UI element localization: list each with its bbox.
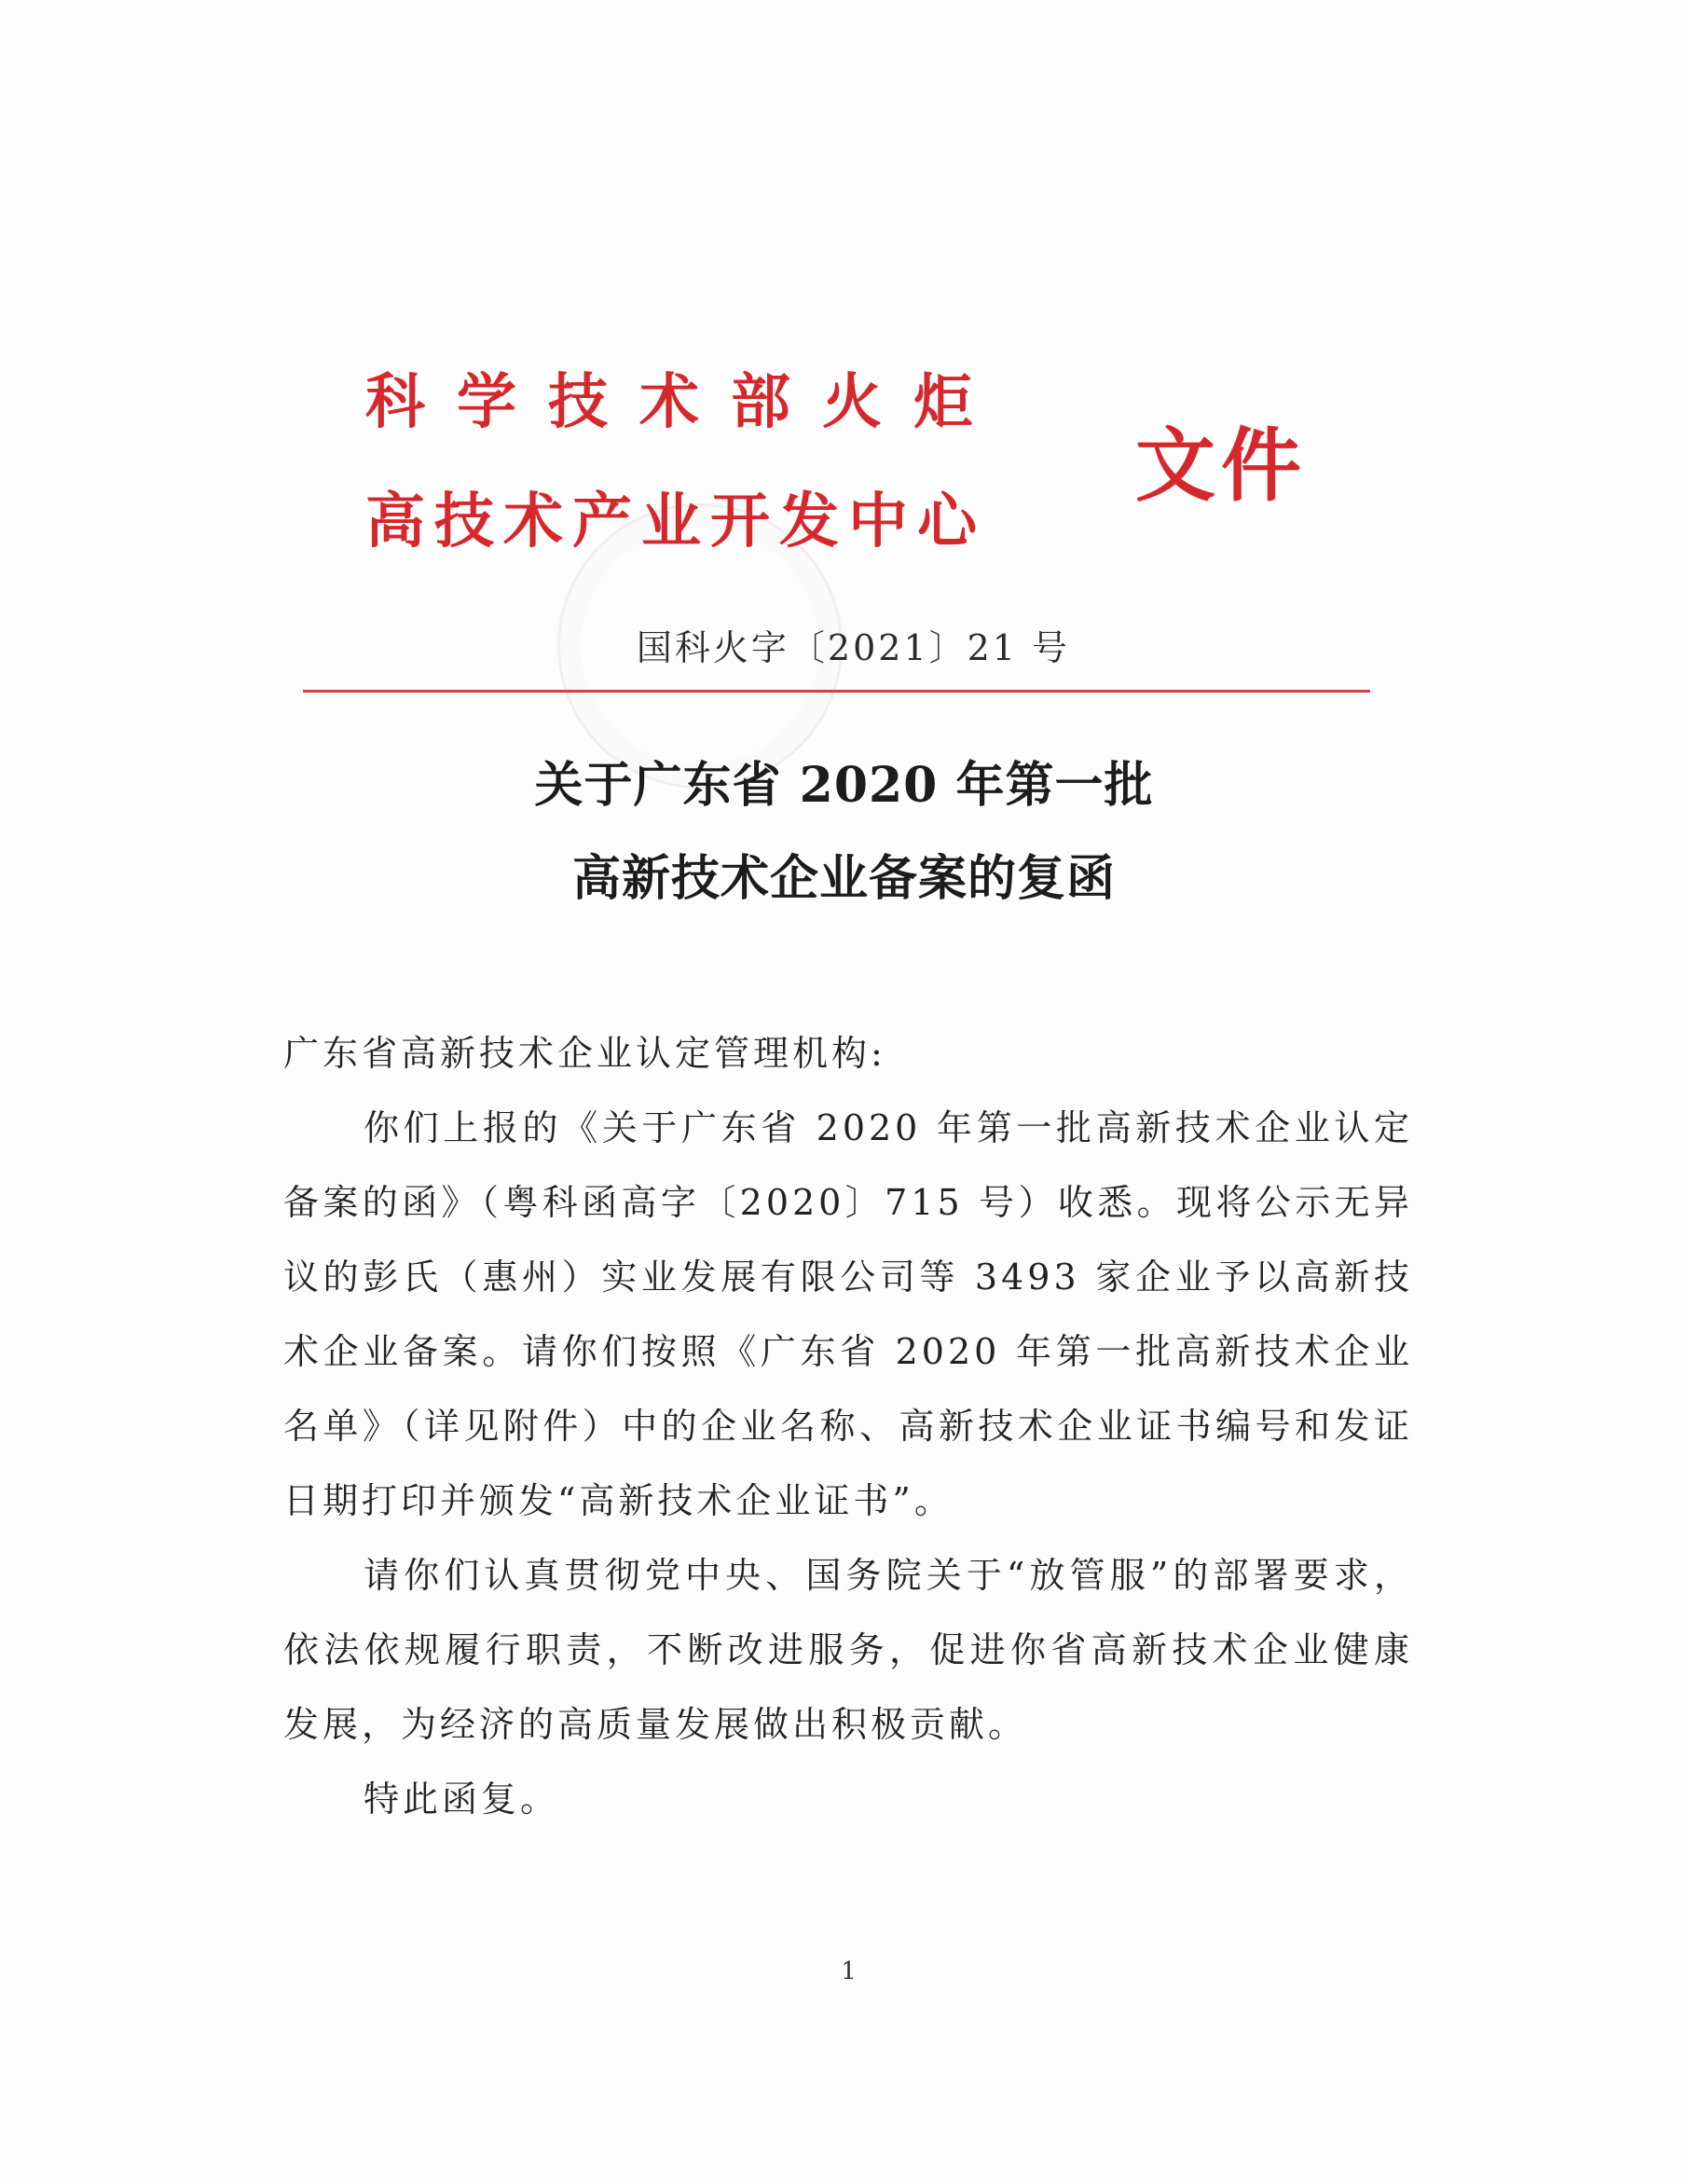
document-title-line-1: 关于广东省 2020 年第一批 <box>534 757 1154 814</box>
page-number: 1 <box>841 1957 857 1985</box>
issuer-document-label: 文件 <box>1135 419 1307 513</box>
red-separator-line <box>303 690 1370 693</box>
body-paragraph-3: 特此函复。 <box>364 1779 560 1820</box>
body-paragraph-1: 你们上报的《关于广东省 2020 年第一批高新技术企业认定备案的函》（粤科函高字〔2020〕715 号）收悉。现将公示无异议的彭氏（惠州）实业发展有限公司等 3493 家企业予以高新技术企业备案。请你们按照《广东省 2020 年第一批高新技术企业名单》（详见附件）中的企业名称、高新技术企业证书编号和发证日期打印并颁发“高新技术企业证书”。 <box>283 1107 1413 1521</box>
addressee: 广东省高新技术企业认定管理机构: <box>283 1033 886 1074</box>
document-title-line-2: 高新技术企业备案的复函 <box>571 850 1116 907</box>
issuer-name-line-2: 高技术产业开发中心 <box>365 487 986 556</box>
document-number: 国科火字〔2021〕21 号 <box>636 627 1071 668</box>
issuer-name-line-1: 科学技术部火炬 <box>365 367 1005 437</box>
body-paragraph-2: 请你们认真贯彻党中央、国务院关于“放管服”的部署要求，依法依规履行职责，不断改进服务，促进你省高新技术企业健康发展，为经济的高质量发展做出积极贡献。 <box>283 1555 1413 1745</box>
